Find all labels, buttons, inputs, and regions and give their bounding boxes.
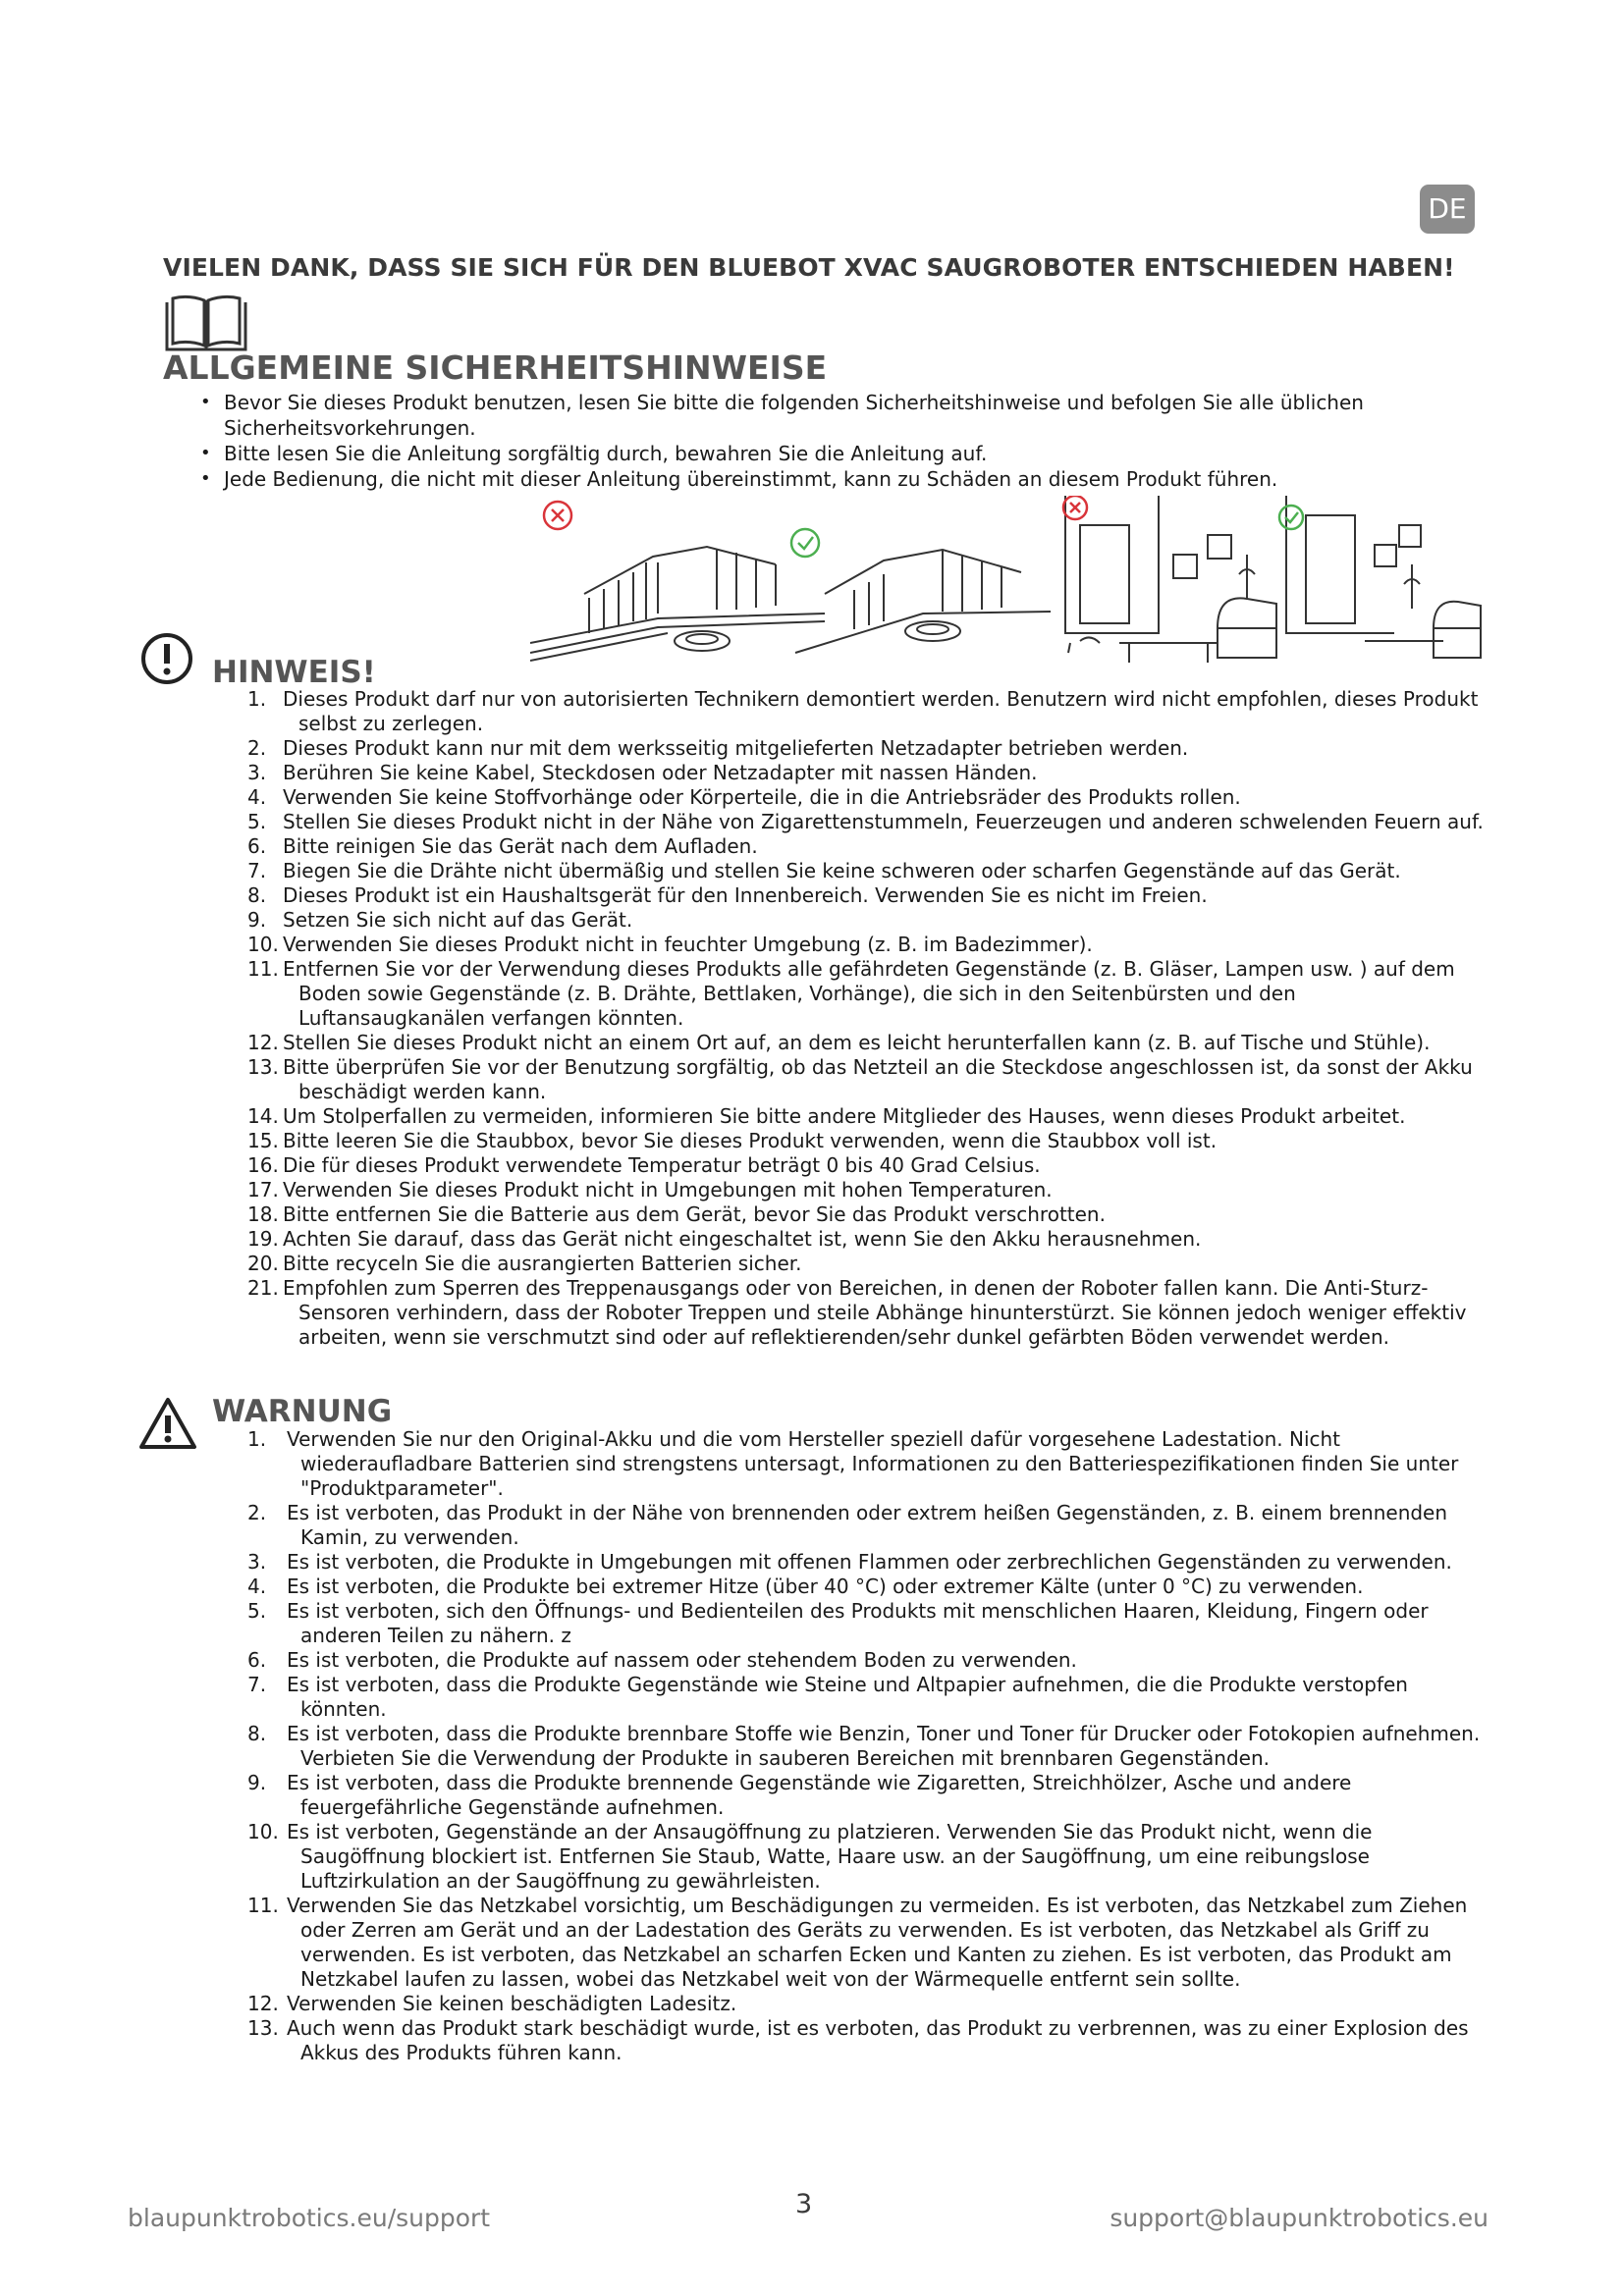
item-text: Verwenden Sie nur den Original-Akku und die vom Hersteller speziell dafür vorgesehene Ladestation. Nicht wiederaufladbare Batterien sind strengstens untersagt, Informationen zu den Batteriespezifikationen finden Sie unter "Produktparameter".: [287, 1427, 1459, 1500]
list-item: [247, 1599, 1485, 1648]
book-icon: [161, 293, 251, 355]
list-item: [247, 1771, 1485, 1820]
item-number: 2.: [247, 1501, 267, 1524]
info-exclamation-icon: [139, 631, 194, 686]
item-number: 9.: [247, 1771, 267, 1794]
item-number: 7.: [247, 859, 267, 882]
item-number: 20.: [247, 1252, 279, 1275]
footer-support-email[interactable]: support@blaupunktrobotics.eu: [1110, 2204, 1489, 2232]
item-text: Bitte entfernen Sie die Batterie aus dem Gerät, bevor Sie das Produkt verschrotten.: [283, 1202, 1106, 1226]
list-item: • Bitte lesen Sie die Anleitung sorgfältig durch, bewahren Sie die Anleitung auf.: [200, 441, 1496, 466]
item-number: 5.: [247, 810, 267, 833]
item-number: 10.: [247, 933, 279, 956]
language-badge: DE: [1420, 185, 1475, 234]
item-text: Die für dieses Produkt verwendete Temperatur beträgt 0 bis 40 Grad Celsius.: [283, 1153, 1041, 1177]
list-item: [247, 1252, 1485, 1276]
item-text: Es ist verboten, dass die Produkte brennbare Stoffe wie Benzin, Toner und Toner für Drucker oder Fotokopien aufnehmen. Verbieten Sie die Verwendung der Produkte in sauberen Bereichen mit brennbaren Gegenständen.: [287, 1722, 1481, 1770]
item-text: Empfohlen zum Sperren des Treppenausgangs oder von Bereichen, in denen der Roboter fallen kann. Die Anti-Sturz-Sensoren verhindern, dass der Roboter Treppen und steile Abhänge hinunterstürzt. Sie können jedoch weniger effektiv arbeiten, wenn sie verschmutzt sind oder auf reflektierenden/sehr dunkel gefärbten Böden verwendet werden.: [283, 1276, 1467, 1349]
list-item: [247, 1031, 1485, 1055]
list-item: [247, 1178, 1485, 1202]
list-item: [247, 1055, 1485, 1104]
item-text: Dieses Produkt darf nur von autorisierten Technikern demontiert werden. Benutzern wird nicht empfohlen, dieses Produkt selbst zu zerlegen.: [283, 687, 1479, 735]
list-item: [247, 1104, 1485, 1129]
list-item: • Bevor Sie dieses Produkt benutzen, lesen Sie bitte die folgenden Sicherheitshinweise und befolgen Sie alle üblichen Sicherheitsvorkehrungen.: [200, 390, 1496, 441]
list-item: [247, 2016, 1485, 2065]
list-item: [247, 1894, 1485, 1992]
item-text: Es ist verboten, das Produkt in der Nähe von brennenden oder extrem heißen Gegenständen, z. B. einem brennenden Kamin, zu verwenden.: [287, 1501, 1448, 1549]
item-number: 1.: [247, 1427, 267, 1451]
item-number: 12.: [247, 1992, 279, 2015]
item-text: Um Stolperfallen zu vermeiden, informieren Sie bitte andere Mitglieder des Hauses, wenn dieses Produkt arbeitet.: [283, 1104, 1406, 1128]
list-item: [247, 908, 1485, 933]
item-number: 13.: [247, 1055, 279, 1079]
item-number: 21.: [247, 1276, 279, 1300]
list-item: [247, 1550, 1485, 1575]
general-safety-title: ALLGEMEINE SICHERHEITSHINWEISE: [163, 348, 828, 387]
list-item: [247, 810, 1485, 834]
list-item: [247, 1427, 1485, 1501]
item-number: 16.: [247, 1153, 279, 1177]
item-text: Es ist verboten, Gegenstände an der Ansaugöffnung zu platzieren. Verwenden Sie das Produkt nicht, wenn die Saugöffnung blockiert ist. Entfernen Sie Staub, Watte, Haare usw. an der Saugöffnung, um eine reibungslose Luftzirkulation an der Saugöffnung zu gewährleisten.: [287, 1820, 1373, 1893]
list-item: [247, 859, 1485, 883]
item-number: 3.: [247, 761, 267, 784]
item-number: 11.: [247, 957, 279, 981]
item-text: Es ist verboten, dass die Produkte brennende Gegenstände wie Zigaretten, Streichhölzer, Asche und andere feuergefährliche Gegenstände aufnehmen.: [287, 1771, 1352, 1819]
warning-title: WARNUNG: [212, 1394, 393, 1429]
item-number: 13.: [247, 2016, 279, 2040]
item-text: Bitte recyceln Sie die ausrangierten Batterien sicher.: [283, 1252, 802, 1275]
item-text: Verwenden Sie keinen beschädigten Ladesitz.: [287, 1992, 737, 2015]
item-text: Setzen Sie sich nicht auf das Gerät.: [283, 908, 633, 932]
list-item: [247, 1673, 1485, 1722]
item-number: 4.: [247, 1575, 267, 1598]
item-number: 8.: [247, 1722, 267, 1745]
page-number: 3: [795, 2189, 813, 2219]
item-text: Verwenden Sie dieses Produkt nicht in feuchter Umgebung (z. B. im Badezimmer).: [283, 933, 1093, 956]
list-item: [247, 883, 1485, 908]
general-safety-list: [200, 390, 1496, 492]
item-number: 9.: [247, 908, 267, 932]
item-text: Es ist verboten, sich den Öffnungs- und Bedienteilen des Produkts mit menschlichen Haaren, Kleidung, Fingern oder anderen Teilen zu nähern. z: [287, 1599, 1429, 1647]
item-number: 3.: [247, 1550, 267, 1574]
prohibited-icon: [1063, 496, 1087, 519]
list-item: [247, 1820, 1485, 1894]
list-item: [247, 1276, 1485, 1350]
item-number: 4.: [247, 785, 267, 809]
item-text: Es ist verboten, dass die Produkte Gegenstände wie Steine und Altpapier aufnehmen, die die Produkte verstopfen könnten.: [287, 1673, 1408, 1721]
list-item: [247, 957, 1485, 1031]
item-number: 2.: [247, 736, 267, 760]
item-number: 14.: [247, 1104, 279, 1128]
item-number: 19.: [247, 1227, 279, 1251]
thanks-heading: VIELEN DANK, DASS SIE SICH FÜR DEN BLUEBOT XVAC SAUGROBOTER ENTSCHIEDEN HABEN!: [163, 253, 1455, 282]
item-text: Achten Sie darauf, dass das Gerät nicht eingeschaltet ist, wenn Sie den Akku herausnehmen.: [283, 1227, 1202, 1251]
list-item: [247, 1722, 1485, 1771]
item-text: Entfernen Sie vor der Verwendung dieses Produkts alle gefährdeten Gegenstände (z. B. Gläser, Lampen usw. ) auf dem Boden sowie Gegenstände (z. B. Drähte, Bettlaken, Vorhänge), die sich in den Seitenbürsten und den Luftansaugkanälen verfangen könnten.: [283, 957, 1455, 1030]
item-number: 8.: [247, 883, 267, 907]
list-item: [247, 1992, 1485, 2016]
list-item: [247, 834, 1485, 859]
item-text: Bitte reinigen Sie das Gerät nach dem Aufladen.: [283, 834, 758, 858]
list-item: [247, 1202, 1485, 1227]
item-text: Stellen Sie dieses Produkt nicht in der Nähe von Zigarettenstummeln, Feuerzeugen und anderen schwelenden Feuern auf.: [283, 810, 1484, 833]
item-text: Verwenden Sie keine Stoffvorhänge oder Körperteile, die in die Antriebsräder des Produkts rollen.: [283, 785, 1241, 809]
list-item: [247, 1648, 1485, 1673]
item-text: Es ist verboten, die Produkte in Umgebungen mit offenen Flammen oder zerbrechlichen Gegenständen zu verwenden.: [287, 1550, 1452, 1574]
item-text: Bitte leeren Sie die Staubbox, bevor Sie dieses Produkt verwenden, wenn die Staubbox voll ist.: [283, 1129, 1218, 1152]
item-text: Dieses Produkt ist ein Haushaltsgerät für den Innenbereich. Verwenden Sie es nicht im Freien.: [283, 883, 1208, 907]
item-number: 6.: [247, 834, 267, 858]
list-item: [247, 761, 1485, 785]
item-text: Es ist verboten, die Produkte bei extremer Hitze (über 40 °C) oder extremer Kälte (unter 0 °C) zu verwenden.: [287, 1575, 1364, 1598]
item-number: 18.: [247, 1202, 279, 1226]
approved-icon: [791, 529, 819, 557]
list-item: [247, 736, 1485, 761]
warning-triangle-icon: [137, 1396, 198, 1451]
warning-list: [247, 1427, 1485, 2065]
usage-illustration: [530, 496, 1483, 667]
approved-icon: [1279, 506, 1303, 529]
item-text: Biegen Sie die Drähte nicht übermäßig und stellen Sie keine schweren oder scharfen Gegenstände auf das Gerät.: [283, 859, 1401, 882]
item-text: Berühren Sie keine Kabel, Steckdosen oder Netzadapter mit nassen Händen.: [283, 761, 1038, 784]
item-number: 15.: [247, 1129, 279, 1152]
notice-list: [247, 687, 1485, 1350]
item-text: Es ist verboten, die Produkte auf nassem oder stehendem Boden zu verwenden.: [287, 1648, 1077, 1672]
list-item: [247, 1153, 1485, 1178]
list-item: [247, 785, 1485, 810]
list-item: [247, 933, 1485, 957]
list-item: [247, 687, 1485, 736]
list-item: • Jede Bedienung, die nicht mit dieser Anleitung übereinstimmt, kann zu Schäden an diesem Produkt führen.: [200, 466, 1496, 492]
item-text: Dieses Produkt kann nur mit dem werksseitig mitgelieferten Netzadapter betrieben werden.: [283, 736, 1189, 760]
list-item: [247, 1129, 1485, 1153]
item-number: 7.: [247, 1673, 267, 1696]
item-number: 12.: [247, 1031, 279, 1054]
item-text: Auch wenn das Produkt stark beschädigt wurde, ist es verboten, das Produkt zu verbrennen, was zu einer Explosion des Akkus des Produkts führen kann.: [287, 2016, 1469, 2064]
footer-support-link[interactable]: blaupunktrobotics.eu/support: [128, 2204, 491, 2232]
item-number: 10.: [247, 1820, 279, 1843]
list-item: [247, 1501, 1485, 1550]
list-item: [247, 1227, 1485, 1252]
item-text: Verwenden Sie das Netzkabel vorsichtig, um Beschädigungen zu vermeiden. Es ist verboten, das Netzkabel zum Ziehen oder Zerren am Gerät und an der Ladestation des Geräts zu verwenden. Es ist verboten, das Netzkabel als Griff zu verwenden. Es ist verboten, das Netzkabel an scharfen Ecken und Kanten zu ziehen. Es ist verboten, das Produkt am Netzkabel laufen zu lassen, wobei das Netzkabel weit von der Wärmequelle entfernt sein sollte.: [287, 1894, 1468, 1991]
item-number: 6.: [247, 1648, 267, 1672]
item-text: Verwenden Sie dieses Produkt nicht in Umgebungen mit hohen Temperaturen.: [283, 1178, 1053, 1201]
list-item: [247, 1575, 1485, 1599]
item-text: Bitte überprüfen Sie vor der Benutzung sorgfältig, ob das Netzteil an die Steckdose angeschlossen ist, da sonst der Akku beschädigt werden kann.: [283, 1055, 1473, 1103]
item-number: 17.: [247, 1178, 279, 1201]
item-number: 11.: [247, 1894, 279, 1917]
item-number: 5.: [247, 1599, 267, 1623]
notice-title: HINWEIS!: [212, 655, 376, 690]
prohibited-icon: [544, 502, 571, 529]
item-text: Stellen Sie dieses Produkt nicht an einem Ort auf, an dem es leicht herunterfallen kann (z. B. auf Tische und Stühle).: [283, 1031, 1431, 1054]
item-number: 1.: [247, 687, 267, 711]
